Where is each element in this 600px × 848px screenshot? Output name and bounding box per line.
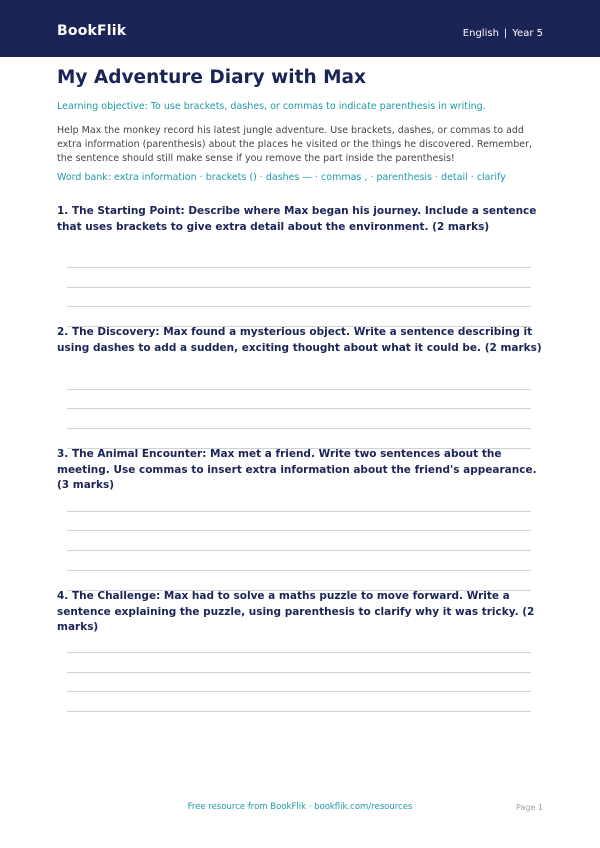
question-3: 3. The Animal Encounter: Max met a friend. Write two sentences about the meeting. Use commas to insert extra information about the friend's appearance. (3 marks): [57, 448, 537, 491]
answer-line[interactable]: [67, 691, 531, 692]
subject-label: English: [462, 28, 499, 39]
learning-objective: Learning objective: To use brackets, dashes, or commas to indicate parenthesis in writing.: [57, 101, 486, 112]
answer-line[interactable]: [67, 287, 531, 288]
answer-line[interactable]: [67, 389, 531, 390]
answer-line[interactable]: [67, 428, 531, 429]
word-bank: Word bank: extra information · brackets () · dashes — · commas , · parenthesis · detail · clarify: [57, 172, 506, 183]
answer-line[interactable]: [67, 652, 531, 653]
answer-line[interactable]: [67, 511, 531, 512]
answer-line[interactable]: [67, 267, 531, 268]
answer-line[interactable]: [67, 550, 531, 551]
answer-line[interactable]: [67, 530, 531, 531]
answer-line[interactable]: [67, 306, 531, 307]
brand-logo: BookFlik: [57, 23, 127, 39]
year-label: Year 5: [512, 28, 543, 39]
meta-separator: |: [503, 28, 508, 39]
answer-line[interactable]: [67, 711, 531, 712]
footer-credit[interactable]: Free resource from BookFlik · bookflik.com/resources: [187, 802, 413, 812]
page-header: [0, 0, 600, 57]
answer-line[interactable]: [67, 672, 531, 673]
answer-line[interactable]: [67, 408, 531, 409]
answer-line[interactable]: [67, 570, 531, 571]
page-number: Page 1: [516, 803, 543, 812]
question-4: 4. The Challenge: Max had to solve a maths puzzle to move forward. Write a sentence explaining the puzzle, using parenthesis to clarify why it was tricky. (2 marks): [57, 590, 535, 633]
subject-year: [463, 28, 543, 39]
intro-text: Help Max the monkey record his latest jungle adventure. Use brackets, dashes, or commas to add extra information (parenthesis) about the places he visited or the things he discovered. Remember, the sentence should still make sense if you remove the part inside the parenthesis!: [57, 125, 533, 164]
question-2: 2. The Discovery: Max found a mysterious object. Write a sentence describing it using dashes to add a sudden, exciting thought about what it could be. (2 marks): [57, 326, 542, 354]
page-title: My Adventure Diary with Max: [57, 67, 366, 88]
question-1: 1. The Starting Point: Describe where Max began his journey. Include a sentence that uses brackets to give extra detail about the environment. (2 marks): [57, 205, 537, 233]
